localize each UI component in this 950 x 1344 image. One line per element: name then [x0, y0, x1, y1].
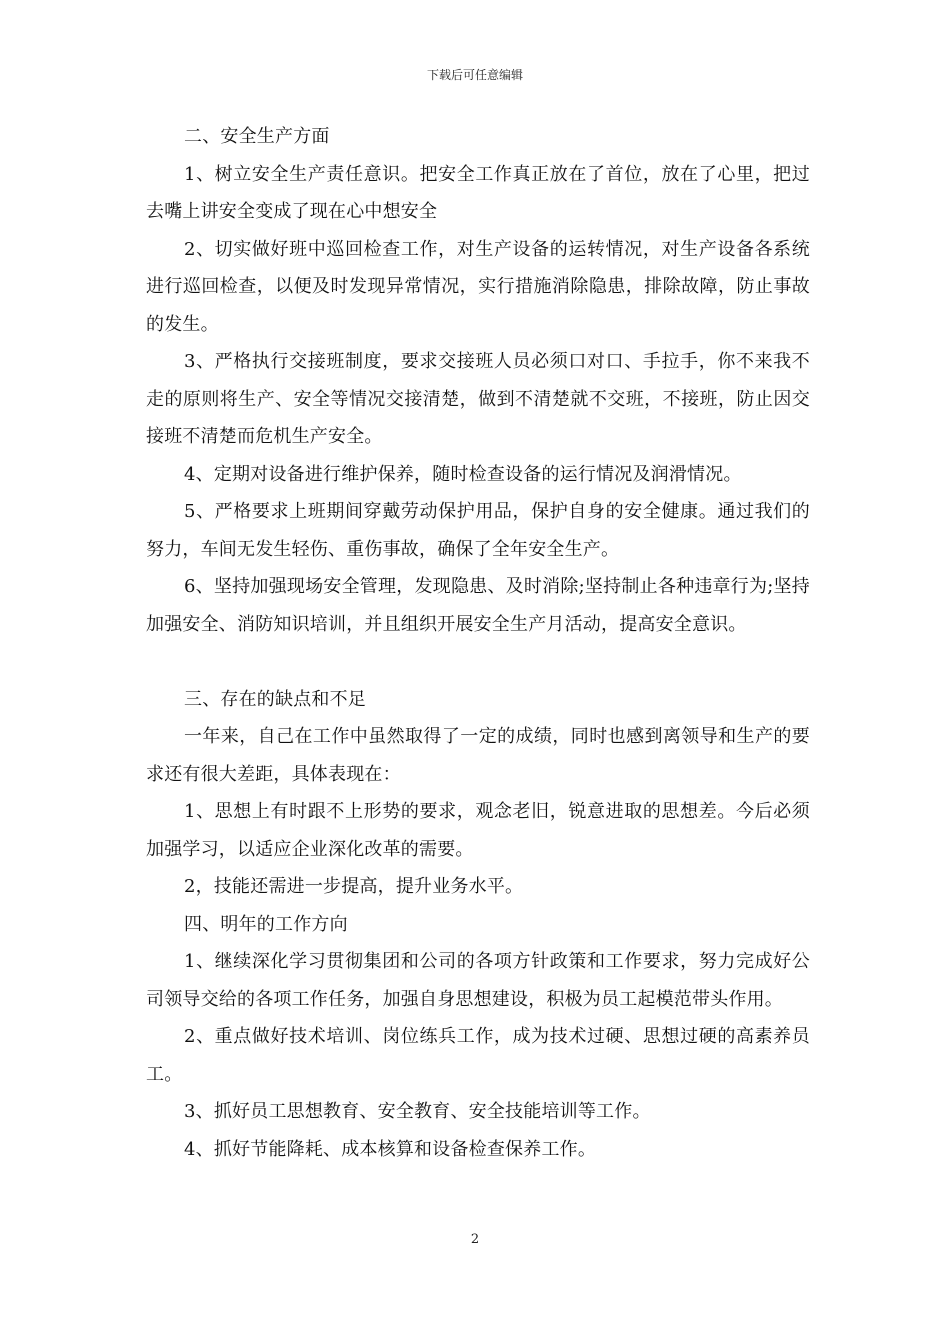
safety-item-2: 2、切实做好班中巡回检查工作，对生产设备的运转情况，对生产设备各系统进行巡回检查，以便及时发现异常情况，实行措施消除隐患，排除故障，防止事故的发生。: [146, 238, 810, 335]
next-year-item-3: 3、抓好员工思想教育、安全教育、安全技能培训等工作。: [184, 1101, 651, 1122]
safety-item-4: 4、定期对设备进行维护保养，随时检查设备的运行情况及润滑情况。: [184, 463, 742, 485]
blank-line: [146, 643, 810, 681]
safety-item-5: 5、严格要求上班期间穿戴劳动保护用品，保护自身的安全健康。通过我们的努力，车间无发生轻伤、重伤事故，确保了全年安全生产。: [146, 501, 810, 560]
safety-item-6: 6、坚持加强现场安全管理，发现隐患、及时消除;坚持制止各种违章行为;坚持加强安全、消防知识培训，并且组织开展安全生产月活动，提高安全意识。: [146, 576, 810, 635]
section-heading-next-year: 四、明年的工作方向: [184, 913, 348, 935]
shortcomings-item-1: 1、思想上有时跟不上形势的要求，观念老旧，锐意进取的思想差。今后必须加强学习，以适应企业深化改革的需要。: [146, 801, 810, 860]
shortcomings-intro: 一年来，自己在工作中虽然取得了一定的成绩，同时也感到离领导和生产的要求还有很大差距，具体表现在：: [146, 726, 810, 785]
shortcomings-item-2: 2，技能还需进一步提高，提升业务水平。: [184, 876, 524, 897]
next-year-item-2: 2、重点做好技术培训、岗位练兵工作，成为技术过硬、思想过硬的高素养员工。: [146, 1026, 810, 1085]
section-heading-shortcomings: 三、存在的缺点和不足: [184, 688, 366, 710]
next-year-item-1: 1、继续深化学习贯彻集团和公司的各项方针政策和工作要求，努力完成好公司领导交给的各项工作任务，加强自身思想建设，积极为员工起模范带头作用。: [146, 951, 810, 1010]
safety-item-3: 3、严格执行交接班制度，要求交接班人员必须口对口、手拉手，你不来我不走的原则将生产、安全等情况交接清楚，做到不清楚就不交班，不接班，防止因交接班不清楚而危机生产安全。: [146, 351, 810, 447]
page-number: 2: [470, 1232, 480, 1247]
next-year-item-4: 4、抓好节能降耗、成本核算和设备检查保养工作。: [184, 1138, 597, 1160]
header-note: 下载后可任意编辑: [426, 68, 523, 82]
document-body: [146, 118, 810, 1168]
section-heading-safety: 二、安全生产方面: [184, 126, 330, 147]
safety-item-1: 1、树立安全生产责任意识。把安全工作真正放在了首位，放在了心里，把过去嘴上讲安全变成了现在心中想安全: [146, 163, 810, 222]
